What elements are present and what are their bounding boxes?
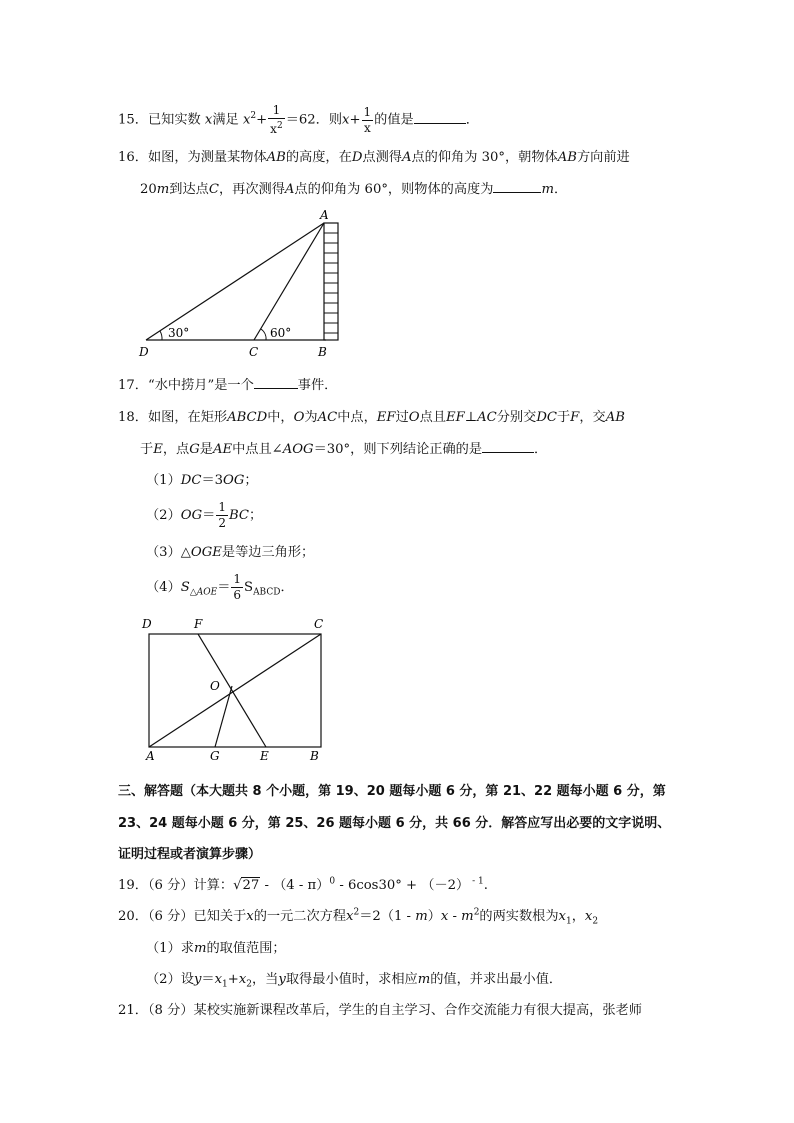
label-c: C [208, 182, 219, 197]
q20-text: 取得最小值时，求相应 [285, 972, 418, 987]
var-x: x [270, 122, 277, 136]
label-bc: BC [228, 508, 249, 523]
q20-text: （2）设 [146, 972, 194, 987]
period: ． [280, 580, 294, 595]
q18-text: ，交 [579, 410, 606, 425]
q19-line [118, 874, 488, 893]
choice-text: ＝3 [201, 473, 224, 488]
q18-text: 中点且∠ [232, 442, 283, 457]
var-x: x [440, 909, 449, 924]
q18-text: 点且 [419, 410, 446, 425]
subscript: 1 [565, 916, 572, 927]
choice-number: （2） [146, 508, 181, 523]
var-x: x [346, 909, 354, 924]
q18-text: 过 [395, 410, 409, 425]
q19-text: 19．（6 分）计算： [118, 878, 234, 893]
numerator: 1 [233, 572, 242, 586]
q17-line [118, 374, 337, 393]
point-label-o: O [210, 679, 220, 693]
figure-16-diagram [130, 205, 360, 365]
label-o: O [293, 410, 305, 425]
q18-choice-4 [146, 572, 294, 603]
unit-m: m [156, 182, 170, 197]
q16-text: 到达点 [169, 182, 209, 197]
label-og: OG [180, 508, 203, 523]
label-abcd: ABCD [227, 410, 268, 425]
figure-18-diagram [138, 612, 338, 767]
semicolon: ； [244, 473, 258, 488]
q20-part-2 [146, 968, 562, 990]
point-label-b: B [318, 345, 327, 359]
area-symbol: S [180, 580, 190, 595]
label-ef: EF [445, 410, 465, 425]
exponent: 0 [329, 876, 336, 887]
perp-symbol: ⊥ [464, 410, 478, 425]
period: . [483, 878, 488, 893]
q15-number: 15． [118, 112, 148, 128]
angle-arc-60 [261, 329, 266, 340]
q15-text: 的值是 [374, 112, 414, 128]
plus: + [256, 112, 268, 128]
q20-text: 的一元二次方程 [253, 909, 347, 924]
label-d: D [351, 150, 363, 165]
q18-line-2 [140, 438, 547, 457]
q20-text: 的两实数根为 [479, 909, 559, 924]
label-dc: DC [536, 410, 557, 425]
q16-text: 的高度，在 [285, 150, 352, 165]
period: ． [465, 112, 479, 128]
label-g: G [189, 442, 200, 457]
diagonal-ac [149, 634, 321, 747]
denominator: 6 [233, 588, 242, 602]
q16-line-1 [118, 146, 630, 165]
q16-text: ，再次测得 [218, 182, 285, 197]
area-subscript: △AOE [189, 587, 218, 598]
denominator: 2 [218, 516, 226, 530]
var-y: y [193, 972, 202, 987]
exponent: 2 [276, 121, 283, 131]
semicolon: ； [248, 508, 263, 523]
q20-text: ＝2（1 - [359, 909, 416, 924]
q18-text: 于 [556, 410, 571, 425]
fraction-1-over-x2 [268, 103, 285, 137]
radicand: 27 [242, 878, 260, 893]
section-3-heading-2: 23、24 题每小题 6 分，第 25、26 题每小题 6 分，共 66 分．解答应写出必要的文字说明、 [118, 816, 671, 831]
var-x: x [238, 972, 247, 987]
answer-blank[interactable] [254, 376, 298, 389]
subscript: 2 [246, 979, 252, 990]
q18-text: 中， [267, 410, 294, 425]
label-ab: AB [557, 150, 577, 165]
var-x: x [214, 972, 223, 987]
q15-text: 满足 [212, 112, 239, 128]
label-a: A [284, 182, 295, 197]
label-ae: AE [212, 442, 233, 457]
segment-og [215, 686, 232, 747]
label-f: F [570, 410, 580, 425]
q20-text: ） [427, 909, 441, 924]
point-label-c: C [314, 617, 324, 631]
var-y: y [278, 972, 286, 987]
numerator: 1 [268, 103, 285, 119]
q20-text: ，当 [252, 972, 279, 987]
object-hatching [324, 233, 338, 333]
line-ca [254, 223, 324, 340]
point-label-a: A [320, 208, 329, 222]
label-og: OG [223, 473, 245, 488]
area-symbol: S [244, 580, 254, 595]
denominator [268, 119, 285, 137]
object-ab [324, 223, 338, 340]
var-m: m [461, 909, 474, 924]
q19-text: - 6cos30° + （－2） [335, 878, 470, 893]
subscript: 2 [592, 916, 599, 927]
subscript: 1 [222, 979, 228, 990]
section-3-heading-1: 三、解答题（本大题共 8 个小题，第 19、20 题每小题 6 分，第 21、22 题每小题 6 分，第 [118, 784, 666, 799]
exponent: 2 [353, 907, 360, 918]
line-da [146, 223, 324, 340]
q19-text: - （4 - π） [260, 878, 330, 893]
q18-text: 于 [140, 442, 154, 457]
q20-text: 的值，并求出最小值． [430, 972, 563, 987]
point-label-d: D [139, 345, 149, 359]
plus: + [349, 112, 361, 128]
label-ac: AC [477, 410, 497, 425]
var-x: x [342, 112, 350, 128]
q16-text: 20 [140, 182, 157, 197]
label-ab: AB [266, 150, 286, 165]
answer-blank[interactable] [414, 111, 466, 124]
label-a: A [401, 150, 412, 165]
q18-text: 18．如图，在矩形 [118, 410, 228, 425]
choice-number: （4） [146, 580, 181, 595]
exponent: 2 [473, 907, 480, 918]
var-m: m [415, 909, 428, 924]
q20-text: - [448, 909, 462, 924]
point-label-b: B [310, 749, 319, 763]
exponent: 2 [250, 111, 257, 122]
angle-label-30: 30° [168, 326, 190, 340]
segment-ef [198, 634, 266, 747]
q16-text: 方向前进 [576, 150, 630, 165]
fraction-1-6 [231, 572, 243, 603]
period: ． [553, 182, 568, 197]
section-3-heading-3: 证明过程或者演算步骤） [118, 847, 262, 862]
numerator: 1 [363, 104, 372, 119]
var-x: x [246, 909, 254, 924]
area-subscript: ABCD [253, 587, 281, 598]
q20-line-1 [118, 905, 598, 927]
angle-arc-30 [160, 331, 162, 340]
q20-text: 20．（6 分）已知关于 [118, 909, 247, 924]
q18-choice-3 [146, 541, 314, 560]
plus: + [227, 972, 239, 987]
fraction-1-over-x [362, 105, 374, 136]
q17-text: 17．“水中捞月”是一个 [118, 378, 254, 393]
equals: ＝ [217, 580, 231, 595]
equals: ＝ [202, 508, 216, 523]
exponent: - 1 [469, 876, 484, 887]
q15-text: ＝62．则 [285, 112, 343, 128]
fraction-1-2 [216, 500, 228, 531]
var-x: x [204, 112, 213, 128]
var-x: x [558, 909, 566, 924]
point-label-g: G [210, 749, 220, 763]
var-x: x [242, 112, 251, 128]
point-label-c: C [249, 345, 259, 359]
label-dc: DC [180, 473, 202, 488]
var-x: x [584, 909, 593, 924]
choice-text: 是等边三角形； [221, 545, 315, 560]
q20-text: （1）求 [146, 941, 194, 956]
denominator: x [363, 120, 371, 135]
q18-line-1 [118, 406, 625, 425]
q18-choice-2 [146, 500, 262, 531]
q18-text: 分别交 [496, 410, 537, 425]
q21-line: 21．（8 分）某校实施新课程改革后，学生的自主学习、合作交流能力有很大提高，张老师 [118, 1003, 642, 1018]
unit-m: m [541, 182, 554, 197]
q15-text: 已知实数 [147, 112, 201, 128]
answer-blank[interactable] [493, 180, 541, 193]
q16-text: 16．如图，为测量某物体 [118, 150, 267, 165]
q18-text: ，点 [162, 442, 190, 457]
angle-label-60: 60° [270, 326, 292, 340]
choice-number: （3）△ [146, 545, 191, 560]
q16-text: 点的仰角为 60°，则物体的高度为 [294, 182, 494, 197]
point-label-a: A [146, 749, 155, 763]
q16-text: 点的仰角为 30°，朝物体 [411, 150, 558, 165]
sqrt-27: √27 [233, 878, 260, 893]
q16-line-2 [140, 178, 567, 197]
q18-text: 中点， [337, 410, 377, 425]
q20-text: ＝ [201, 972, 215, 987]
label-ac: AC [317, 410, 338, 425]
point-label-e: E [260, 749, 269, 763]
var-m: m [193, 941, 207, 956]
q18-text: 是 [199, 442, 213, 457]
q18-choice-1 [146, 469, 258, 488]
q20-part-1 [146, 937, 286, 956]
var-m: m [417, 972, 431, 987]
label-o: O [408, 410, 420, 425]
comma: ， [571, 909, 585, 924]
q15-line [118, 103, 479, 137]
point-label-f: F [194, 617, 203, 631]
q16-text: 点测得 [362, 150, 402, 165]
numerator: 1 [218, 500, 226, 514]
q20-text: 的取值范围； [206, 941, 286, 956]
period: ． [534, 442, 548, 457]
q18-text: 为 [304, 410, 318, 425]
label-aog: AOG [282, 442, 314, 457]
label-ab: AB [605, 410, 625, 425]
q18-text: ＝30°，则下列结论正确的是 [313, 442, 483, 457]
label-ef: EF [376, 410, 396, 425]
label-oge: OGE [190, 545, 222, 560]
answer-blank[interactable] [482, 440, 534, 453]
label-e: E [153, 442, 163, 457]
point-label-d: D [142, 617, 152, 631]
choice-number: （1） [146, 473, 181, 488]
q17-text: 事件． [297, 378, 338, 393]
